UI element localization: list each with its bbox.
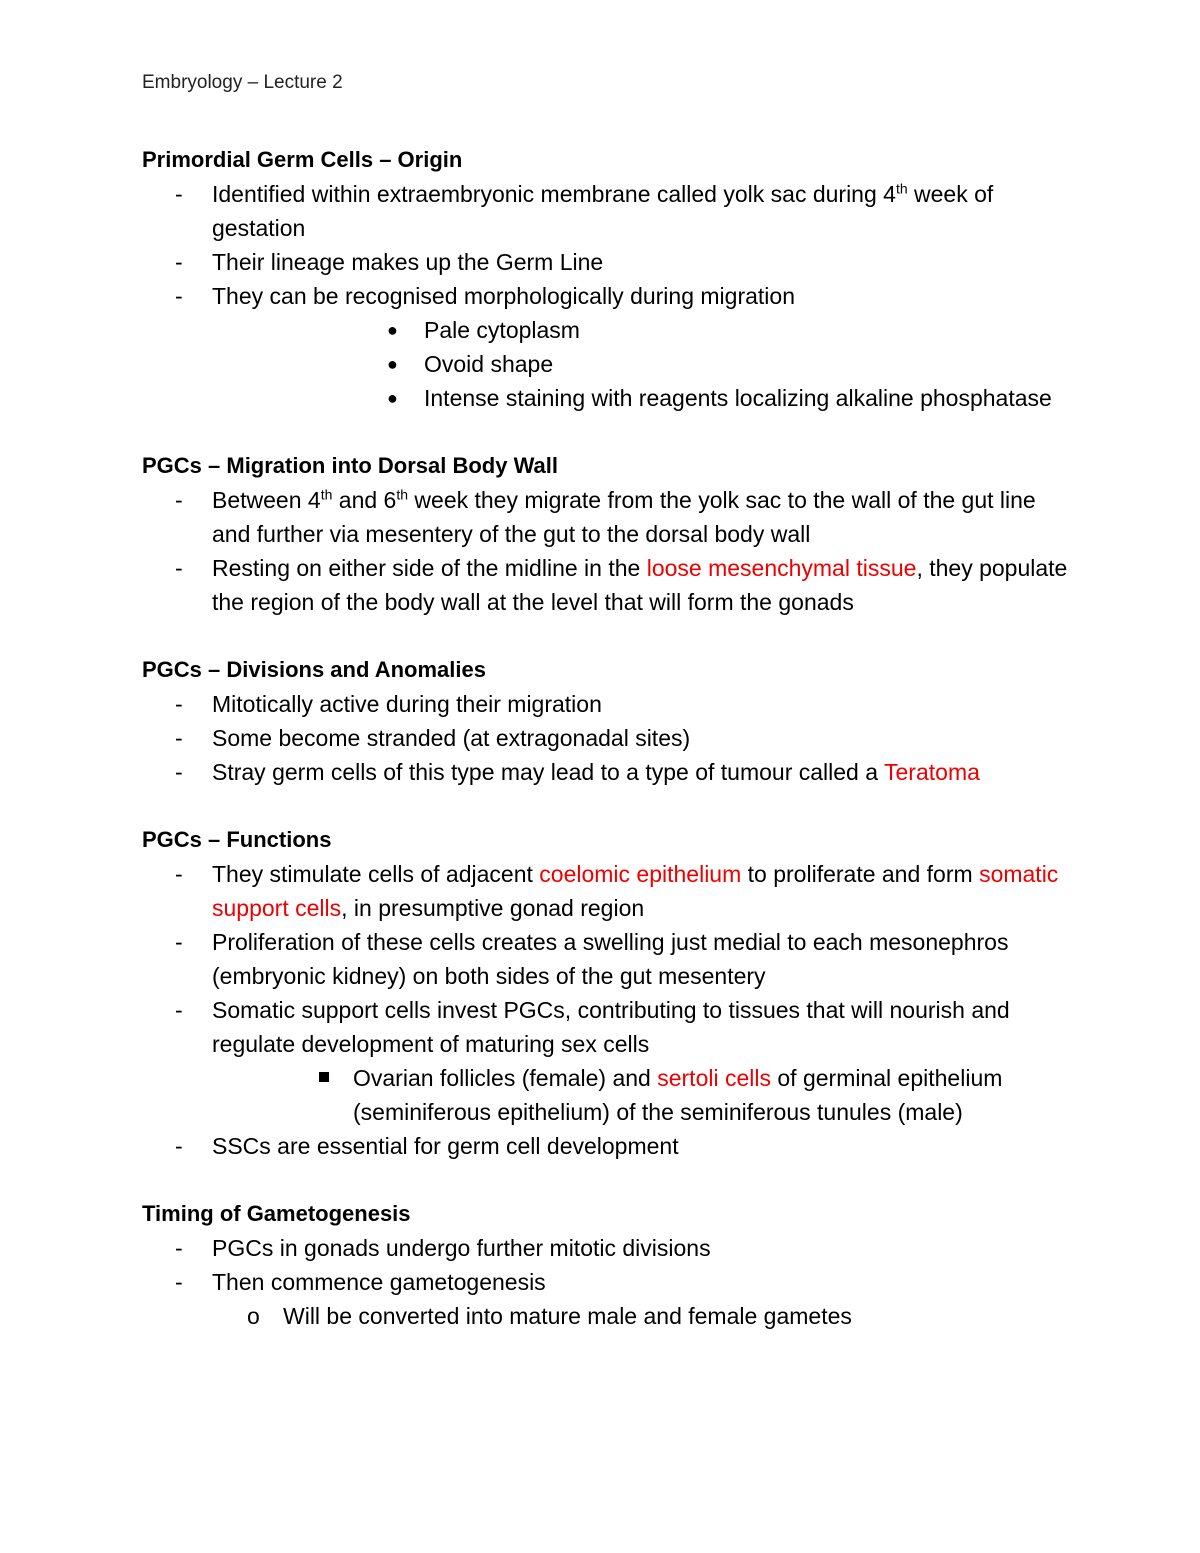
bullet-icon: ● [387, 320, 398, 340]
bullet-item: ● Ovoid shape [142, 347, 1072, 381]
list-item: - They stimulate cells of adjacent coelomic epithelium to proliferate and form somatic support cells, in presumptive gonad region [142, 857, 1072, 925]
circle-bullet-item: o Will be converted into mature male and female gametes [142, 1299, 1072, 1333]
section-pgc-functions [142, 823, 1072, 1163]
square-bullet-item: Ovarian follicles (female) and sertoli cells of germinal epithelium (seminiferous epithelium) of the seminiferous tunules (male) [142, 1061, 1072, 1129]
section-pgc-origin [142, 143, 1072, 415]
list-item: - Some become stranded (at extragonadal sites) [142, 721, 1072, 755]
section-pgc-divisions [142, 653, 1072, 789]
list-item: - They can be recognised morphologically during migration [142, 279, 1072, 313]
bullet-item: ● Pale cytoplasm [142, 313, 1072, 347]
section-gametogenesis-timing [142, 1197, 1072, 1333]
page-header: Embryology – Lecture 2 [142, 72, 343, 93]
list-item: - Mitotically active during their migration [142, 687, 1072, 721]
section-pgc-migration [142, 449, 1072, 619]
highlighted-term: coelomic epithelium [539, 861, 742, 887]
bullet-item: ● Intense staining with reagents localizing alkaline phosphatase [142, 381, 1072, 415]
highlighted-term: sertoli cells [657, 1065, 771, 1091]
bullet-icon: ● [387, 388, 398, 408]
highlighted-term: somatic support cells [212, 861, 1059, 921]
section-heading: Timing of Gametogenesis [142, 1201, 411, 1226]
section-heading: Primordial Germ Cells – Origin [142, 147, 463, 172]
list-item: - Stray germ cells of this type may lead to a type of tumour called a Teratoma [142, 755, 1072, 789]
list-item: - SSCs are essential for germ cell development [142, 1129, 1072, 1163]
list-item: - Identified within extraembryonic membrane called yolk sac during 4th week of gestation [142, 177, 1072, 245]
list-item: - PGCs in gonads undergo further mitotic divisions [142, 1231, 1072, 1265]
list-item: - Somatic support cells invest PGCs, contributing to tissues that will nourish and regulate development of maturing sex cells [142, 993, 1072, 1061]
dash-list [142, 483, 1072, 619]
list-item: - Proliferation of these cells creates a swelling just medial to each mesonephros (embryonic kidney) on both sides of the gut mesentery [142, 925, 1072, 993]
highlighted-term: Teratoma [884, 759, 980, 785]
square-bullet-list [142, 1061, 1072, 1129]
dash-list [142, 1231, 1072, 1299]
dash-list [142, 1129, 1072, 1163]
section-heading: PGCs – Divisions and Anomalies [142, 657, 486, 682]
list-item: - Then commence gametogenesis [142, 1265, 1072, 1299]
bullet-list [142, 313, 1072, 415]
highlighted-term: loose mesenchymal tissue [646, 555, 917, 581]
circle-bullet-list [142, 1299, 1072, 1333]
section-heading: PGCs – Migration into Dorsal Body Wall [142, 453, 559, 478]
circle-bullet-icon: o [247, 1303, 260, 1329]
square-bullet-icon [319, 1072, 329, 1082]
section-heading: PGCs – Functions [142, 827, 332, 852]
document-body [142, 143, 1072, 1367]
list-item: - Resting on either side of the midline in the loose mesenchymal tissue, they populate the region of the body wall at the level that will form the gonads [142, 551, 1072, 619]
dash-list [142, 857, 1072, 1061]
dash-list [142, 177, 1072, 313]
dash-list [142, 687, 1072, 789]
bullet-icon: ● [387, 354, 398, 374]
list-item: - Between 4th and 6th week they migrate from the yolk sac to the wall of the gut line and further via mesentery of the gut to the dorsal body wall [142, 483, 1072, 551]
list-item: - Their lineage makes up the Germ Line [142, 245, 1072, 279]
